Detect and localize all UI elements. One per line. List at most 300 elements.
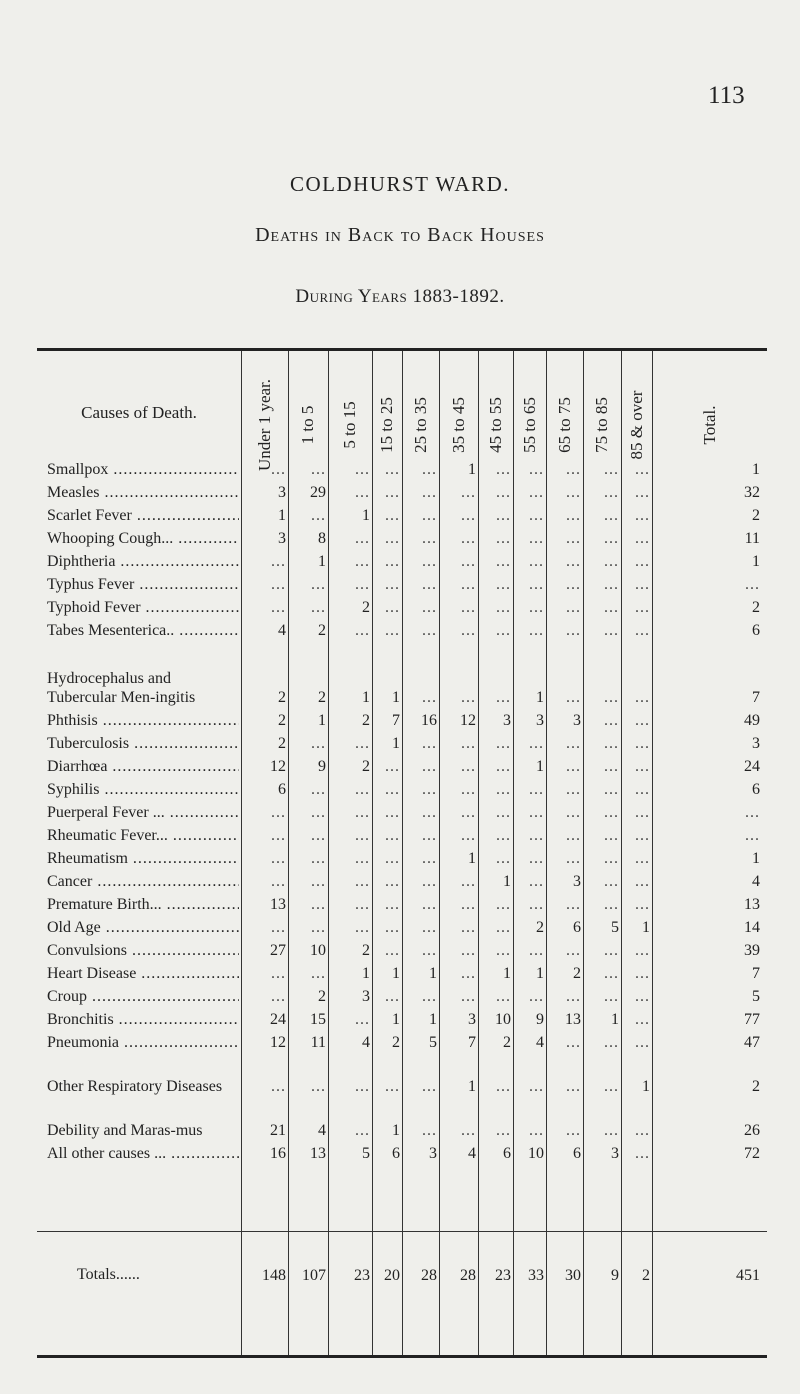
ward-title: COLDHURST WARD. — [289, 172, 511, 196]
table-cell: 1 — [392, 689, 400, 706]
table-cell: ... — [566, 1034, 581, 1051]
table-cell: ... — [355, 576, 370, 593]
table-cell: ... — [355, 873, 370, 890]
table-cell: 10 — [495, 1011, 511, 1028]
table-cell: ... — [529, 873, 544, 890]
table-cell: 49 — [744, 712, 760, 729]
table-cell: ... — [355, 781, 370, 798]
table-cell: 15 — [310, 1011, 326, 1028]
table-cell: 27 — [270, 942, 286, 959]
table-cell: ... — [355, 919, 370, 936]
table-cell: 2 — [278, 689, 286, 706]
table-row — [37, 1096, 767, 1140]
table-cell: ... — [496, 942, 511, 959]
table-cell: ... — [422, 919, 437, 936]
table-row — [37, 479, 767, 502]
table-cell: ... — [311, 781, 326, 798]
table-cell: ... — [635, 1011, 650, 1028]
table-row — [37, 753, 767, 776]
table-cell: 1 — [503, 965, 511, 982]
table-cell: 1 — [278, 507, 286, 524]
table-cell: ... — [566, 988, 581, 1005]
table-cell: 1 — [752, 850, 760, 867]
years-line: During Years 1883-1892. — [295, 286, 505, 307]
cause-label-text: Diphtheria ..... — [47, 553, 239, 570]
table-cell: ... — [529, 804, 544, 821]
table-cell: ... — [635, 689, 650, 706]
table-cell: 13 — [565, 1011, 581, 1028]
table-cell: ... — [496, 1122, 511, 1139]
table-cell: ... — [604, 827, 619, 844]
table-cell: ... — [496, 827, 511, 844]
table-cell: ... — [529, 484, 544, 501]
table-cell: 1 — [536, 965, 544, 982]
table-cell: ... — [355, 735, 370, 752]
cause-label — [47, 987, 239, 1006]
cause-label-text: Premature Birth... ..... — [47, 896, 239, 913]
table-cell: 10 — [310, 942, 326, 959]
age-column-header: 65 to 75 — [554, 397, 574, 453]
table-cell: ... — [604, 988, 619, 1005]
table-cell: 32 — [744, 484, 760, 501]
table-cell: 7 — [468, 1034, 476, 1051]
table-cell: 7 — [752, 965, 760, 982]
table-cell: ... — [496, 804, 511, 821]
table-cell: ... — [311, 507, 326, 524]
table-cell: 6 — [752, 622, 760, 639]
table-cell: ... — [745, 804, 760, 821]
table-cell: ... — [385, 530, 400, 547]
table-cell: ... — [529, 735, 544, 752]
table-cell: ... — [566, 1078, 581, 1095]
cause-label-text: Croup ..... — [47, 988, 239, 1005]
table-cell: ... — [604, 1034, 619, 1051]
table-cell: 2 — [573, 965, 581, 982]
table-cell: ... — [385, 622, 400, 639]
table-cell: ... — [461, 873, 476, 890]
table-cell: 29 — [310, 484, 326, 501]
table-cell: ... — [604, 1122, 619, 1139]
table-cell: ... — [271, 965, 286, 982]
table-cell: ... — [422, 599, 437, 616]
table-cell: ... — [422, 781, 437, 798]
table-cell: 1 — [752, 461, 760, 478]
table-cell: 4 — [362, 1034, 370, 1051]
table-subtitle: Deaths in Back to Back Houses — [255, 224, 545, 246]
table-cell: ... — [461, 942, 476, 959]
table-cell: ... — [496, 530, 511, 547]
table-cell: ... — [311, 461, 326, 478]
table-cell: ... — [461, 988, 476, 1005]
table-cell: ... — [529, 553, 544, 570]
table-cell: ... — [604, 507, 619, 524]
table-cell: 12 — [270, 758, 286, 775]
cause-label — [47, 483, 239, 502]
cause-label — [47, 711, 239, 730]
table-cell: ... — [385, 942, 400, 959]
table-cell: 47 — [744, 1034, 760, 1051]
table-cell: 1 — [611, 1011, 619, 1028]
table-cell: ... — [385, 553, 400, 570]
cause-label-text: Whooping Cough... ..... — [47, 530, 239, 547]
table-cell: ... — [461, 965, 476, 982]
table-cell: ... — [635, 965, 650, 982]
table-cell: ... — [422, 507, 437, 524]
page-number: 113 — [708, 82, 745, 109]
table-cell: 14 — [744, 919, 760, 936]
table-cell: ... — [461, 507, 476, 524]
cause-label — [47, 1010, 239, 1029]
table-cell: 1 — [503, 873, 511, 890]
table-cell: 2 — [318, 622, 326, 639]
table-cell: 6 — [278, 781, 286, 798]
age-column-header: 15 to 25 — [377, 397, 396, 453]
table-row — [37, 707, 767, 730]
cause-label-text: Typhoid Fever ..... — [47, 599, 239, 616]
table-cell: 1 — [392, 735, 400, 752]
table-cell: ... — [355, 530, 370, 547]
table-cell: 1 — [752, 553, 760, 570]
table-cell: ... — [461, 553, 476, 570]
table-cell: 8 — [318, 530, 326, 547]
table-cell: ... — [385, 827, 400, 844]
table-cell: ... — [385, 988, 400, 1005]
table-row — [37, 525, 767, 548]
table-cell: ... — [271, 576, 286, 593]
table-cell: ... — [529, 599, 544, 616]
cause-label-text: Other Respiratory Diseases — [47, 1078, 223, 1095]
table-row — [37, 822, 767, 845]
totals-cell: 23 — [495, 1267, 511, 1284]
table-cell: ... — [604, 622, 619, 639]
table-cell: ... — [496, 507, 511, 524]
table-cell: 12 — [460, 712, 476, 729]
table-cell: ... — [635, 804, 650, 821]
cause-label — [47, 803, 239, 822]
cause-label-text: Debility and Maras-mus — [47, 1122, 203, 1139]
cause-label — [47, 757, 239, 776]
table-cell: ... — [566, 553, 581, 570]
totals-cell: 30 — [565, 1267, 581, 1284]
cause-label — [47, 964, 239, 983]
cause-label-text: Syphilis ..... — [47, 781, 239, 798]
table-cell: ... — [529, 576, 544, 593]
totals-cell: 148 — [262, 1267, 286, 1284]
table-cell: ... — [461, 735, 476, 752]
table-cell: ... — [496, 988, 511, 1005]
table-cell: ... — [461, 758, 476, 775]
cause-label-text: Cancer ..... — [47, 873, 239, 890]
cause-label — [47, 621, 239, 640]
table-cell: ... — [566, 484, 581, 501]
table-cell: 21 — [270, 1122, 286, 1139]
table-cell: ... — [604, 942, 619, 959]
table-cell: 16 — [421, 712, 437, 729]
table-cell: ... — [635, 1145, 650, 1162]
table-cell: ... — [422, 988, 437, 1005]
table-row — [37, 799, 767, 822]
table-cell: ... — [604, 804, 619, 821]
table-row — [37, 455, 767, 479]
table-cell: 1 — [468, 1078, 476, 1095]
table-cell: ... — [496, 553, 511, 570]
table-cell: ... — [422, 553, 437, 570]
table-cell: 6 — [573, 1145, 581, 1162]
table-cell: 2 — [278, 735, 286, 752]
cause-label — [47, 1121, 239, 1140]
cause-label-text: Tuberculosis ..... — [47, 735, 239, 752]
table-cell: ... — [529, 988, 544, 1005]
table-cell: ... — [745, 576, 760, 593]
table-cell: 7 — [752, 689, 760, 706]
table-cell: ... — [385, 896, 400, 913]
table-cell: ... — [311, 576, 326, 593]
table-cell: ... — [355, 1078, 370, 1095]
table-cell: 3 — [611, 1145, 619, 1162]
table-cell: ... — [635, 599, 650, 616]
table-cell: ... — [355, 804, 370, 821]
table-cell: ... — [529, 622, 544, 639]
table-cell: 5 — [429, 1034, 437, 1051]
table-cell: ... — [635, 781, 650, 798]
table-cell: ... — [461, 1122, 476, 1139]
table-cell: ... — [635, 988, 650, 1005]
table-cell: ... — [385, 758, 400, 775]
age-column-header: Under 1 year. — [254, 378, 274, 472]
table-cell: ... — [635, 461, 650, 478]
cause-label-text: Old Age ..... — [47, 919, 239, 936]
cause-label — [47, 1077, 239, 1096]
table-cell: 72 — [744, 1145, 760, 1162]
cause-label-text: Hydrocephalus and Tubercular Men-ingitis — [47, 670, 196, 706]
table-row — [37, 1006, 767, 1029]
table-cell: ... — [566, 758, 581, 775]
table-cell: 13 — [744, 896, 760, 913]
age-column-header: Total. — [699, 405, 719, 445]
table-cell: ... — [529, 1078, 544, 1095]
table-cell: ... — [422, 484, 437, 501]
table-cell: ... — [385, 484, 400, 501]
table-cell: 3 — [362, 988, 370, 1005]
cause-label — [47, 460, 239, 479]
table-cell: 1 — [318, 712, 326, 729]
table-cell: 1 — [392, 1122, 400, 1139]
table-cell: ... — [635, 758, 650, 775]
table-cell: 1 — [536, 689, 544, 706]
table-cell: ... — [604, 873, 619, 890]
table-cell: ... — [566, 735, 581, 752]
table-cell: 7 — [392, 712, 400, 729]
table-cell: 3 — [536, 712, 544, 729]
table-cell: ... — [529, 781, 544, 798]
cause-label — [47, 1144, 239, 1163]
table-cell: 12 — [270, 1034, 286, 1051]
table-cell: 3 — [573, 873, 581, 890]
cause-label — [47, 1033, 239, 1052]
table-cell: 2 — [752, 1078, 760, 1095]
totals-row — [37, 1266, 767, 1290]
table-cell: ... — [311, 965, 326, 982]
table-cell: ... — [566, 781, 581, 798]
table-cell: ... — [271, 553, 286, 570]
table-row — [37, 914, 767, 937]
table-cell: 6 — [503, 1145, 511, 1162]
table-cell: ... — [311, 599, 326, 616]
table-cell: ... — [566, 804, 581, 821]
table-cell: 4 — [318, 1122, 326, 1139]
table-cell: ... — [566, 530, 581, 547]
table-cell: ... — [496, 461, 511, 478]
table-cell: ... — [422, 804, 437, 821]
table-cell: 3 — [429, 1145, 437, 1162]
table-cell: ... — [355, 1011, 370, 1028]
table-cell: 3 — [503, 712, 511, 729]
table-cell: 2 — [318, 689, 326, 706]
table-cell: ... — [311, 850, 326, 867]
table-cell: 2 — [536, 919, 544, 936]
table-cell: ... — [496, 850, 511, 867]
age-column-header: 75 to 85 — [592, 397, 611, 453]
table-cell: ... — [422, 827, 437, 844]
table-cell: ... — [604, 896, 619, 913]
cause-label-text: Scarlet Fever ..... — [47, 507, 239, 524]
cause-header: Causes of Death. — [81, 403, 197, 422]
table-cell: 2 — [752, 507, 760, 524]
table-row — [37, 730, 767, 753]
table-cell: 2 — [503, 1034, 511, 1051]
table-cell: ... — [635, 735, 650, 752]
table-cell: ... — [604, 965, 619, 982]
table-cell: 1 — [429, 965, 437, 982]
table-cell: ... — [604, 735, 619, 752]
cause-label-text: Heart Disease ..... — [47, 965, 239, 982]
table-cell: ... — [461, 689, 476, 706]
table-cell: ... — [271, 599, 286, 616]
age-column-header: 1 to 5 — [298, 405, 317, 445]
table-cell: ... — [355, 850, 370, 867]
table-row — [37, 571, 767, 594]
table-cell: ... — [604, 850, 619, 867]
table-row — [37, 617, 767, 640]
table-row — [37, 983, 767, 1006]
table-cell: ... — [311, 873, 326, 890]
table-cell: 11 — [310, 1034, 326, 1051]
cause-label-text: Puerperal Fever ... ..... — [47, 804, 239, 821]
table-cell: 24 — [270, 1011, 286, 1028]
age-column-header: 85 & over — [626, 390, 646, 460]
table-cell: ... — [355, 827, 370, 844]
table-cell: ... — [422, 896, 437, 913]
cause-label — [47, 849, 239, 868]
table-cell: 9 — [536, 1011, 544, 1028]
cause-label-text: Diarrhœa ..... — [47, 758, 239, 775]
table-cell: ... — [566, 507, 581, 524]
table-cell: 10 — [528, 1145, 544, 1162]
table-cell: 1 — [536, 758, 544, 775]
table-cell: 1 — [642, 919, 650, 936]
table-cell: ... — [422, 1078, 437, 1095]
table-cell: 13 — [310, 1145, 326, 1162]
table-cell: ... — [529, 1122, 544, 1139]
age-column-header: 25 to 35 — [410, 397, 430, 453]
table-row — [37, 868, 767, 891]
table-cell: 3 — [573, 712, 581, 729]
table-cell: ... — [385, 804, 400, 821]
cause-label — [47, 575, 239, 594]
table-cell: ... — [271, 919, 286, 936]
table-cell: ... — [604, 758, 619, 775]
cause-label — [47, 780, 239, 799]
table-cell: 1 — [429, 1011, 437, 1028]
table-cell: ... — [529, 530, 544, 547]
table-cell: ... — [635, 622, 650, 639]
table-cell: ... — [529, 942, 544, 959]
table-cell: ... — [566, 576, 581, 593]
table-cell: 2 — [362, 942, 370, 959]
table-cell: 1 — [392, 965, 400, 982]
table-cell: ... — [385, 461, 400, 478]
table-cell: ... — [496, 896, 511, 913]
table-row — [37, 1029, 767, 1052]
table-cell: 1 — [362, 507, 370, 524]
table-cell: ... — [496, 689, 511, 706]
table-cell: ... — [271, 850, 286, 867]
table-cell: ... — [529, 827, 544, 844]
table-cell: ... — [635, 827, 650, 844]
table-cell: ... — [566, 689, 581, 706]
cause-label-text: Pneumonia ..... — [47, 1034, 239, 1051]
cause-label — [47, 669, 239, 707]
table-cell: ... — [355, 553, 370, 570]
table-cell: 2 — [362, 758, 370, 775]
table-cell: ... — [566, 1122, 581, 1139]
table-cell: ... — [385, 599, 400, 616]
table-cell: ... — [355, 484, 370, 501]
table-cell: ... — [635, 850, 650, 867]
table-row — [37, 1140, 767, 1163]
table-cell: ... — [461, 484, 476, 501]
table-cell: ... — [385, 873, 400, 890]
table-cell: ... — [385, 576, 400, 593]
totals-cell: 2 — [642, 1267, 650, 1284]
table-cell: 3 — [278, 530, 286, 547]
table-cell: ... — [271, 827, 286, 844]
table-cell: ... — [604, 461, 619, 478]
table-cell: 26 — [744, 1122, 760, 1139]
cause-label — [47, 826, 239, 845]
cause-label — [47, 872, 239, 891]
table-cell: 5 — [611, 919, 619, 936]
table-cell: 2 — [392, 1034, 400, 1051]
table-cell: ... — [422, 622, 437, 639]
table-cell: 2 — [752, 599, 760, 616]
table-cell: ... — [271, 1078, 286, 1095]
table-cell: 1 — [642, 1078, 650, 1095]
table-cell: ... — [604, 712, 619, 729]
totals-rule — [37, 1231, 767, 1232]
table-cell: ... — [635, 1034, 650, 1051]
table-cell: ... — [635, 873, 650, 890]
table-cell: 2 — [362, 712, 370, 729]
table-cell: ... — [635, 484, 650, 501]
table-cell: ... — [385, 1078, 400, 1095]
table-cell: ... — [604, 576, 619, 593]
table-cell: 1 — [468, 461, 476, 478]
cause-label-text: Measles ..... — [47, 484, 239, 501]
cause-label — [47, 552, 239, 571]
age-column-header: 5 to 15 — [340, 401, 359, 449]
cause-label-text: Bronchitis ..... — [47, 1011, 239, 1028]
